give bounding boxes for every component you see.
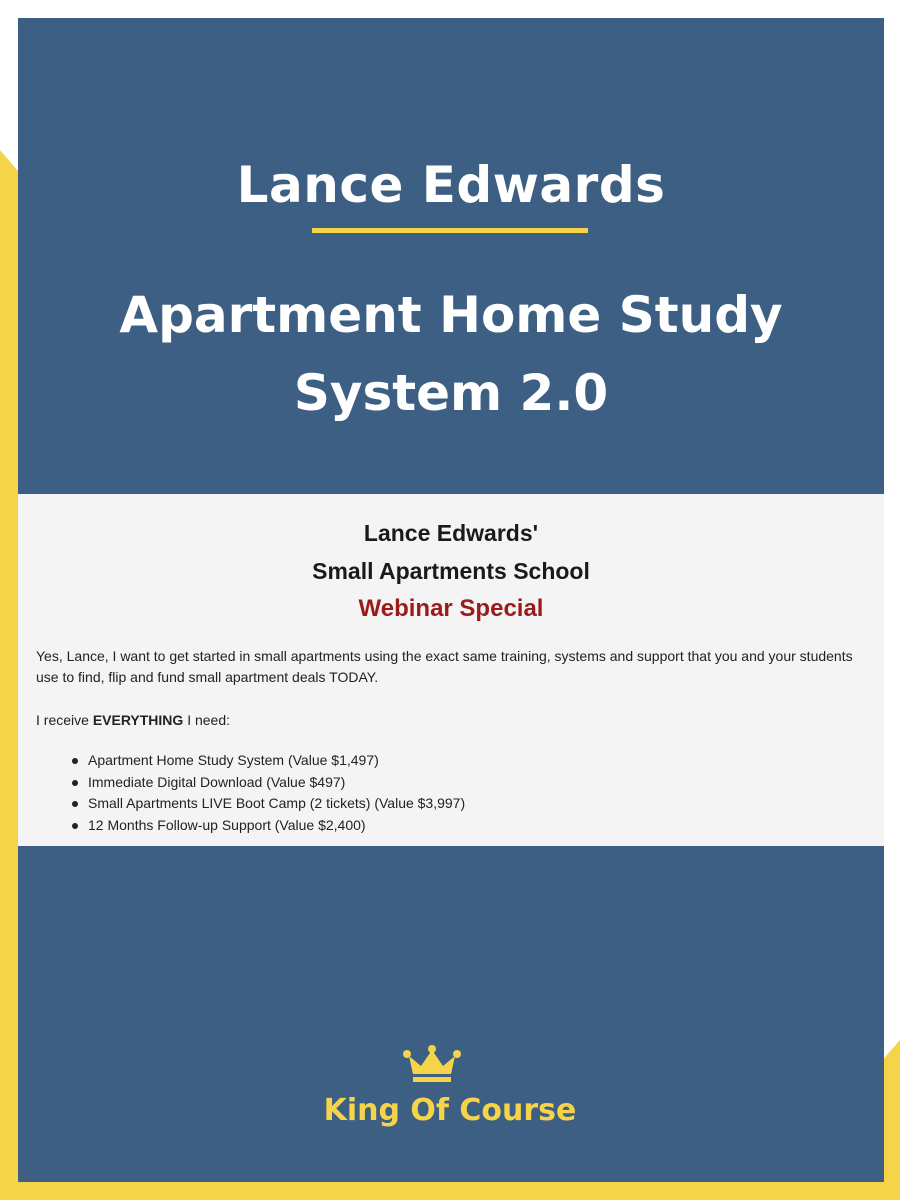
title-divider: [312, 228, 588, 233]
product-title-line2: System 2.0: [293, 364, 609, 422]
cover-card: [18, 18, 884, 1182]
brand-name: King Of Course: [323, 1093, 577, 1128]
screenshot-title-line2: Small Apartments School: [312, 558, 590, 584]
intro-paragraph: Yes, Lance, I want to get started in small apartments using the exact same training, systems and support that you and your students use to find, flip and fund small apartment deals TODAY.: [36, 648, 853, 685]
webinar-special-heading: Webinar Special: [358, 595, 544, 622]
receive-line: [36, 710, 866, 730]
sales-page-screenshot: [18, 494, 884, 846]
product-title: [58, 276, 844, 432]
screenshot-title: [18, 494, 884, 590]
author-name: Lance Edwards: [236, 156, 666, 214]
crown-icon: [403, 1044, 461, 1084]
list-item: 12 Months Follow-up Support (Value $2,400): [70, 815, 884, 837]
receive-suffix: I need:: [187, 712, 231, 728]
list-item: Small Apartments LIVE Boot Camp (2 tickets) (Value $3,997): [70, 793, 884, 815]
list-item: Immediate Digital Download (Value $497): [70, 772, 884, 794]
included-items-list: [70, 750, 884, 836]
screenshot-title-line1: Lance Edwards': [363, 520, 539, 546]
receive-emphasis: EVERYTHING: [92, 712, 184, 728]
list-item: Apartment Home Study System (Value $1,497): [70, 750, 884, 772]
receive-prefix: I receive: [36, 712, 89, 728]
product-title-line1: Apartment Home Study: [119, 286, 783, 344]
